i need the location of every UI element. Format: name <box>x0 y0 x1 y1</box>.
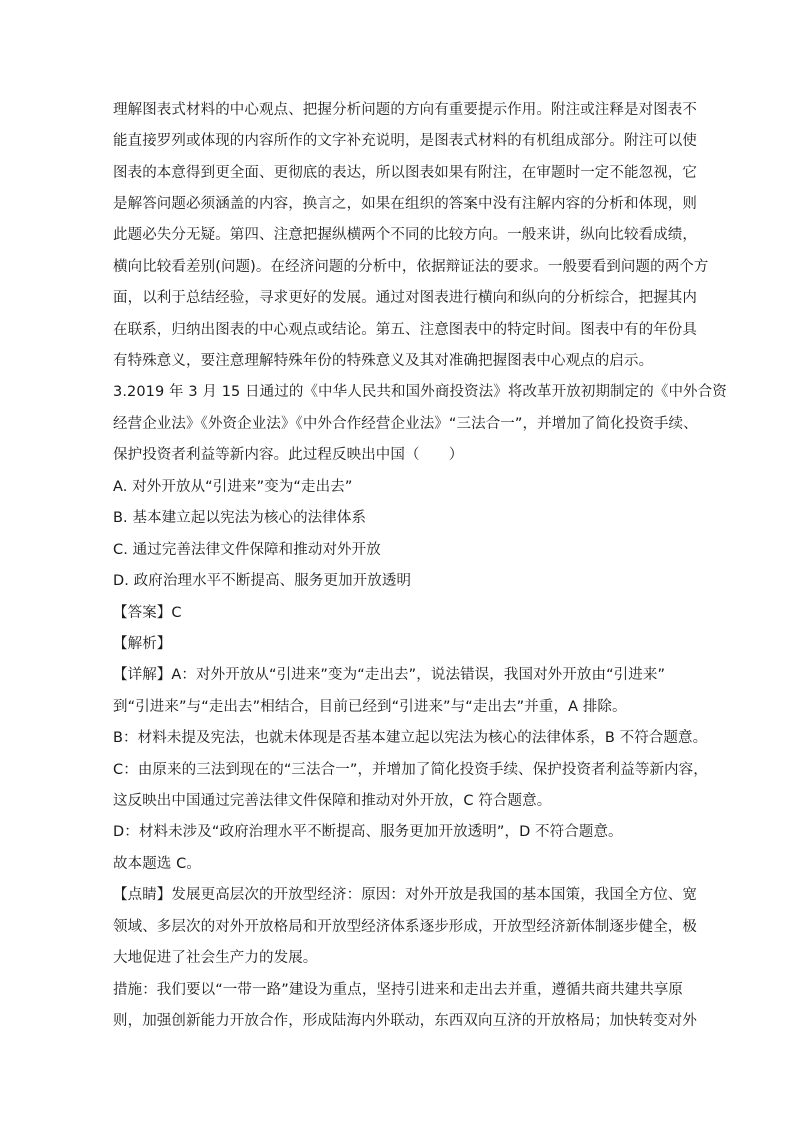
analysis-label: 【解析】 <box>113 636 172 652</box>
explanation-line: B：材料未提及宪法，也就未体现是否基本建立起以宪法为核心的法律体系，B 不符合题意。 <box>113 730 708 746</box>
tip-line: 则，加强创新能力开放合作，形成陆海内外联动，东西双向互济的开放格局；加快转变对外 <box>113 1013 697 1029</box>
paragraph-line: 能直接罗列或体现的内容所作的文字补充说明，是图表式材料的有机组成部分。附注可以使 <box>113 133 697 149</box>
explanation-line: D：材料未涉及“政府治理水平不断提高、服务更加开放透明”，D 不符合题意。 <box>113 824 623 840</box>
answer-label: 【答案】C <box>113 605 182 621</box>
explanation-line: 到“引进来”与“走出去”相结合，目前已经到“引进来”与“走出去”并重，A 排除。 <box>113 699 627 715</box>
explanation-line: C：由原来的三法到现在的“三法合一”，并增加了简化投资手续、保护投资者利益等新内容， <box>113 762 708 778</box>
tip-line: 【点睛】发展更高层次的开放型经济：原因：对外开放是我国的基本国策，我国全方位、宽 <box>113 887 697 903</box>
paragraph-line: 有特殊意义，要注意理解特殊年份的特殊意义及其对准确把握图表中心观点的启示。 <box>113 353 654 369</box>
paragraph-line: 在联系，归纳出图表的中心观点或结论。第五、注意图表中的特定时间。图表中有的年份具 <box>113 322 697 338</box>
question-stem-line: 经营企业法》《外资企业法》《中外合作经营企业法》“三法合一”，并增加了简化投资手续、 <box>113 416 698 432</box>
option-c: C. 通过完善法律文件保障和推动对外开放 <box>113 542 381 558</box>
paragraph-line: 图表的本意得到更全面、更彻底的表达，所以图表如果有附注，在审题时一定不能忽视，它 <box>113 165 697 181</box>
explanation-line: 这反映出中国通过完善法律文件保障和推动对外开放，C 符合题意。 <box>113 793 552 809</box>
paragraph-line: 是解答问题必须涵盖的内容，换言之，如果在组织的答案中没有注解内容的分析和体现，则 <box>113 196 697 212</box>
tip-line: 领域、多层次的对外开放格局和开放型经济体系逐步形成，开放型经济新体制逐步健全，极 <box>113 919 697 935</box>
question-stem-line: 保护投资者利益等新内容。此过程反映出中国（ ） <box>113 447 464 463</box>
tip-line: 大地促进了社会生产力的发展。 <box>113 950 318 966</box>
option-d: D. 政府治理水平不断提高、服务更加开放透明 <box>113 573 412 589</box>
tip-line: 措施：我们要以“一带一路”建设为重点，坚持引进来和走出去并重，遵循共商共建共享原 <box>113 982 684 998</box>
conclusion-line: 故本题选 C。 <box>113 856 201 872</box>
paragraph-line: 理解图表式材料的中心观点、把握分析问题的方向有重要提示作用。附注或注释是对图表不 <box>113 102 697 118</box>
option-a: A. 对外开放从“引进来”变为“走出去” <box>113 479 353 495</box>
paragraph-line: 面，以利于总结经验，寻求更好的发展。通过对图表进行横向和纵向的分析综合，把握其内 <box>113 290 697 306</box>
option-b: B. 基本建立起以宪法为核心的法律体系 <box>113 510 367 526</box>
explanation-line: 【详解】A：对外开放从“引进来”变为“走出去”，说法错误，我国对外开放由“引进来” <box>113 667 666 683</box>
question-stem-line: 3.2019 年 3 月 15 日通过的《中华人民共和国外商投资法》将改革开放初期制定的《中外合资 <box>113 384 727 400</box>
paragraph-line: 此题必失分无疑。第四、注意把握纵横两个不同的比较方向。一般来讲，纵向比较看成绩， <box>113 227 697 243</box>
paragraph-line: 横向比较看差别(问题)。在经济问题的分析中，依据辩证法的要求。一般要看到问题的两个方 <box>113 259 709 275</box>
